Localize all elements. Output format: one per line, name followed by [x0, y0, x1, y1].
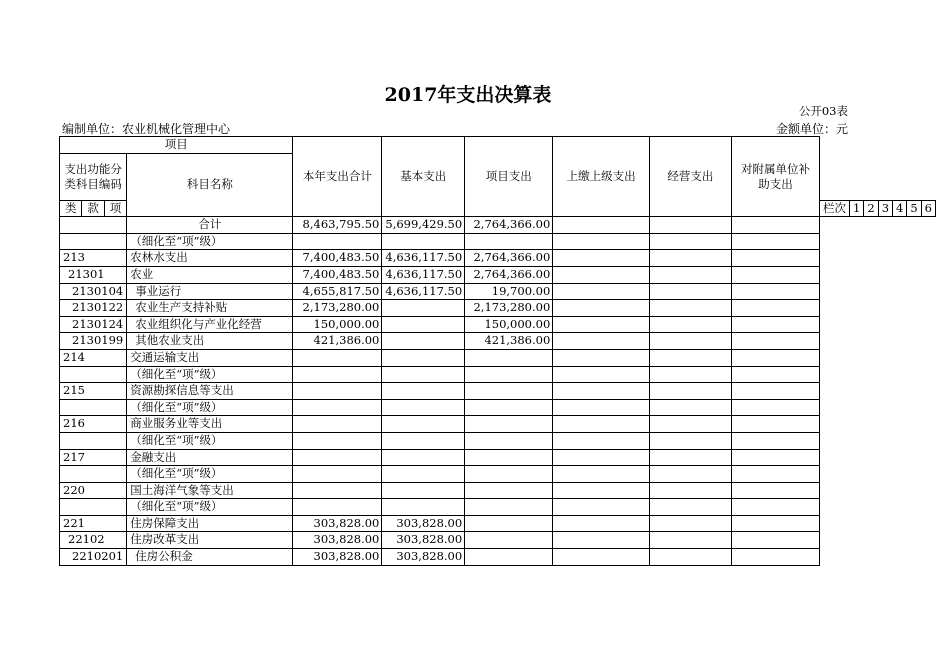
row-project	[465, 349, 553, 366]
row-project	[465, 499, 553, 516]
row-upper	[553, 383, 650, 400]
row-subsidy	[731, 416, 819, 433]
row-basic	[382, 466, 465, 483]
table-row	[60, 549, 936, 566]
row-basic	[382, 416, 465, 433]
row-subsidy	[731, 432, 819, 449]
row-subsidy	[731, 499, 819, 516]
row-upper	[553, 333, 650, 350]
row-project	[465, 383, 553, 400]
row-basic	[382, 449, 465, 466]
header-column-no: 栏次	[820, 200, 850, 217]
row-code: 220	[60, 482, 127, 499]
row-basic: 303,828.00	[382, 515, 465, 532]
table-row	[60, 399, 936, 416]
row-subsidy	[731, 283, 819, 300]
table-row	[60, 250, 936, 267]
table-row	[60, 383, 936, 400]
row-business	[649, 316, 731, 333]
row-subject-name: 农业组织化与产业化经营	[127, 316, 293, 333]
row-subsidy	[731, 349, 819, 366]
header-lei-kuan-xiang	[60, 200, 127, 217]
table-row	[60, 515, 936, 532]
row-project	[465, 515, 553, 532]
row-subject-name: 住房保障支出	[127, 515, 293, 532]
row-business	[649, 399, 731, 416]
row-total: 7,400,483.50	[293, 266, 382, 283]
currency-unit: 金额单位：元	[775, 122, 848, 136]
row-basic: 4,636,117.50	[382, 266, 465, 283]
row-project	[465, 233, 553, 250]
row-upper	[553, 466, 650, 483]
row-subject-name: 事业运行	[127, 283, 293, 300]
row-basic: 4,636,117.50	[382, 250, 465, 267]
row-basic	[382, 300, 465, 317]
row-subsidy	[731, 549, 819, 566]
row-subsidy	[731, 266, 819, 283]
row-basic: 303,828.00	[382, 532, 465, 549]
table-row	[60, 349, 936, 366]
row-total	[293, 366, 382, 383]
table-row	[60, 449, 936, 466]
row-basic: 4,636,117.50	[382, 283, 465, 300]
row-subject-name: （细化至“项”级）	[127, 233, 293, 250]
row-total	[293, 383, 382, 400]
row-code: 2130199	[60, 333, 127, 350]
row-project: 421,386.00	[465, 333, 553, 350]
row-business	[649, 416, 731, 433]
row-subsidy	[731, 399, 819, 416]
row-code: 213	[60, 250, 127, 267]
total-code	[60, 217, 127, 234]
header-total: 本年支出合计	[293, 137, 382, 217]
expenditure-table	[59, 136, 936, 566]
row-project	[465, 416, 553, 433]
row-upper	[553, 366, 650, 383]
row-basic	[382, 399, 465, 416]
row-upper	[553, 283, 650, 300]
header-kuan: 款	[82, 201, 104, 217]
row-subject-name: 住房公积金	[127, 549, 293, 566]
col-num-5: 5	[907, 200, 921, 217]
col-num-3: 3	[878, 200, 892, 217]
table-row	[60, 532, 936, 549]
row-code	[60, 466, 127, 483]
row-subsidy	[731, 449, 819, 466]
row-subject-name: 国土海洋气象等支出	[127, 482, 293, 499]
row-project: 2,764,366.00	[465, 266, 553, 283]
row-business	[649, 300, 731, 317]
row-project	[465, 532, 553, 549]
row-upper	[553, 233, 650, 250]
row-subsidy	[731, 333, 819, 350]
row-business	[649, 349, 731, 366]
total-project: 2,764,366.00	[465, 217, 553, 234]
row-subject-name: 其他农业支出	[127, 333, 293, 350]
row-code: 21301	[60, 266, 127, 283]
header-upper-remit: 上缴上级支出	[553, 137, 650, 217]
table-row	[60, 466, 936, 483]
row-code: 214	[60, 349, 127, 366]
row-code: 2210201	[60, 549, 127, 566]
row-basic	[382, 316, 465, 333]
header-lei: 类	[60, 201, 82, 217]
row-subsidy	[731, 300, 819, 317]
row-total	[293, 449, 382, 466]
row-total	[293, 349, 382, 366]
row-upper	[553, 482, 650, 499]
row-business	[649, 515, 731, 532]
table-row	[60, 432, 936, 449]
row-subject-name: 农业生产支持补贴	[127, 300, 293, 317]
row-upper	[553, 250, 650, 267]
table-row	[60, 499, 936, 516]
row-code	[60, 399, 127, 416]
row-basic: 303,828.00	[382, 549, 465, 566]
col-num-4: 4	[893, 200, 907, 217]
row-code: 2130122	[60, 300, 127, 317]
row-subsidy	[731, 250, 819, 267]
row-subject-name: （细化至“项”级）	[127, 399, 293, 416]
row-total	[293, 466, 382, 483]
row-basic	[382, 366, 465, 383]
row-subject-name: 商业服务业等支出	[127, 416, 293, 433]
row-total	[293, 482, 382, 499]
row-code: 216	[60, 416, 127, 433]
row-code	[60, 499, 127, 516]
row-code: 2130104	[60, 283, 127, 300]
row-code: 22102	[60, 532, 127, 549]
row-business	[649, 366, 731, 383]
row-business	[649, 482, 731, 499]
row-total: 4,655,817.50	[293, 283, 382, 300]
header-xiang: 项	[109, 200, 122, 215]
row-subsidy	[731, 316, 819, 333]
total-amount: 8,463,795.50	[293, 217, 382, 234]
row-code: 2130124	[60, 316, 127, 333]
row-total	[293, 432, 382, 449]
row-subsidy	[731, 515, 819, 532]
row-project	[465, 449, 553, 466]
col-num-1: 1	[850, 200, 864, 217]
row-business	[649, 466, 731, 483]
row-total: 303,828.00	[293, 549, 382, 566]
row-subject-name: 资源勘探信息等支出	[127, 383, 293, 400]
row-subject-name: 交通运输支出	[127, 349, 293, 366]
table-row	[60, 316, 936, 333]
total-row	[60, 217, 936, 234]
row-project: 2,764,366.00	[465, 250, 553, 267]
row-business	[649, 383, 731, 400]
row-upper	[553, 432, 650, 449]
row-subsidy	[731, 532, 819, 549]
row-total: 303,828.00	[293, 532, 382, 549]
row-code	[60, 432, 127, 449]
row-business	[649, 449, 731, 466]
row-total	[293, 416, 382, 433]
row-upper	[553, 532, 650, 549]
col-num-2: 2	[864, 200, 878, 217]
row-total: 303,828.00	[293, 515, 382, 532]
col-num-6: 6	[921, 200, 935, 217]
row-subject-name: （细化至“项”级）	[127, 499, 293, 516]
row-business	[649, 250, 731, 267]
row-subject-name: （细化至“项”级）	[127, 466, 293, 483]
row-code	[60, 233, 127, 250]
table-row	[60, 266, 936, 283]
row-subject-name: 住房改革支出	[127, 532, 293, 549]
row-total: 2,173,280.00	[293, 300, 382, 317]
row-total	[293, 399, 382, 416]
row-basic	[382, 333, 465, 350]
row-subsidy	[731, 233, 819, 250]
row-subject-name: （细化至“项”级）	[127, 366, 293, 383]
table-row	[60, 482, 936, 499]
row-total	[293, 233, 382, 250]
header-project: 项目	[60, 137, 293, 154]
row-business	[649, 266, 731, 283]
row-business	[649, 333, 731, 350]
header-business: 经营支出	[649, 137, 731, 217]
row-upper	[553, 349, 650, 366]
row-upper	[553, 300, 650, 317]
row-total: 7,400,483.50	[293, 250, 382, 267]
row-upper	[553, 549, 650, 566]
row-basic	[382, 432, 465, 449]
page-title: 2017年支出决算表	[384, 84, 552, 106]
header-project-expenditure: 项目支出	[465, 137, 553, 217]
header-subject-name: 科目名称	[127, 153, 293, 217]
row-upper	[553, 416, 650, 433]
row-upper	[553, 316, 650, 333]
table-row	[60, 416, 936, 433]
row-total: 421,386.00	[293, 333, 382, 350]
table-row	[60, 233, 936, 250]
row-business	[649, 283, 731, 300]
row-subsidy	[731, 383, 819, 400]
row-project: 19,700.00	[465, 283, 553, 300]
table-row	[60, 366, 936, 383]
table-row	[60, 300, 936, 317]
row-subject-name: 农林水支出	[127, 250, 293, 267]
row-business	[649, 532, 731, 549]
header-basic: 基本支出	[382, 137, 465, 217]
row-upper	[553, 499, 650, 516]
row-total: 150,000.00	[293, 316, 382, 333]
row-project	[465, 482, 553, 499]
row-basic	[382, 383, 465, 400]
row-subject-name: 金融支出	[127, 449, 293, 466]
row-subsidy	[731, 366, 819, 383]
row-subsidy	[731, 482, 819, 499]
table-row	[60, 283, 936, 300]
row-subsidy	[731, 466, 819, 483]
row-project: 150,000.00	[465, 316, 553, 333]
total-label: 合计	[127, 217, 293, 234]
row-upper	[553, 449, 650, 466]
row-basic	[382, 233, 465, 250]
row-project: 2,173,280.00	[465, 300, 553, 317]
row-code: 221	[60, 515, 127, 532]
table-row	[60, 333, 936, 350]
row-upper	[553, 515, 650, 532]
row-business	[649, 499, 731, 516]
row-subject-name: （细化至“项”级）	[127, 432, 293, 449]
row-code: 215	[60, 383, 127, 400]
row-code	[60, 366, 127, 383]
row-basic	[382, 482, 465, 499]
row-business	[649, 233, 731, 250]
row-subject-name: 农业	[127, 266, 293, 283]
row-project	[465, 366, 553, 383]
row-total	[293, 499, 382, 516]
row-basic	[382, 499, 465, 516]
row-upper	[553, 399, 650, 416]
header-func-code: 支出功能分类科目编码	[60, 153, 127, 200]
row-business	[649, 549, 731, 566]
row-project	[465, 549, 553, 566]
row-business	[649, 432, 731, 449]
reporting-unit: 编制单位：农业机械化管理中心	[62, 122, 231, 136]
row-project	[465, 466, 553, 483]
row-upper	[553, 266, 650, 283]
row-code: 217	[60, 449, 127, 466]
header-subsidy: 对附属单位补助支出	[731, 137, 819, 217]
form-code: 公开03表	[798, 104, 848, 118]
total-basic: 5,699,429.50	[382, 217, 465, 234]
row-project	[465, 399, 553, 416]
row-basic	[382, 349, 465, 366]
row-project	[465, 432, 553, 449]
